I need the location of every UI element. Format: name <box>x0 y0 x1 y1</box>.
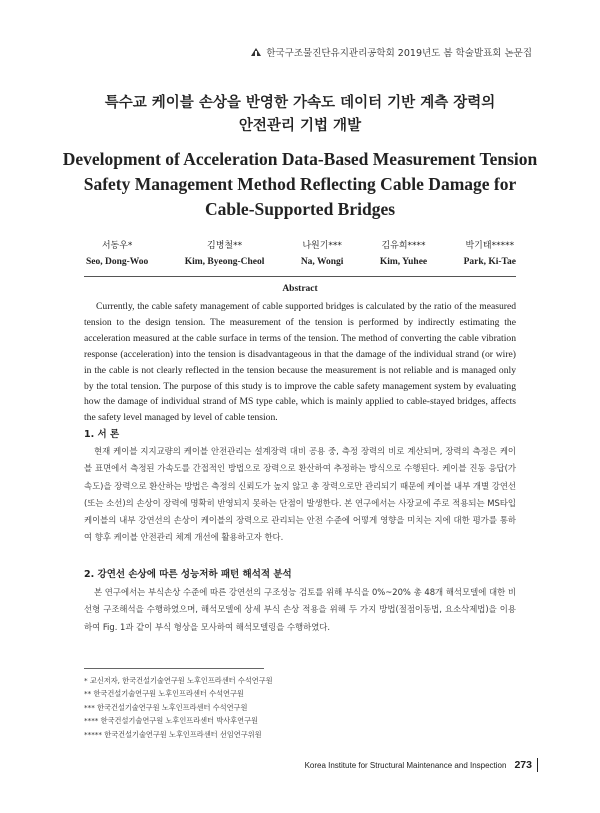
author-name-english: Park, Ki-Tae <box>463 257 516 267</box>
korean-title-line: 특수교 케이블 손상을 반영한 가속도 데이터 기반 계측 장력의 <box>104 95 496 111</box>
author <box>464 238 516 270</box>
bridge-logo-icon <box>250 47 262 57</box>
footer-organization: Korea Institute for Structural Maintenance and Inspection <box>304 760 507 770</box>
author-name-english: Seo, Dong-Woo <box>86 257 149 267</box>
author <box>86 238 148 270</box>
footnote: ***** 한국건설기술연구원 노후인프라센터 선임연구위원 <box>84 729 262 739</box>
english-title-line: Development of Acceleration Data-Based Measurement Tension <box>62 149 538 169</box>
author-list <box>86 238 516 270</box>
english-title-line: Cable-Supported Bridges <box>204 199 396 219</box>
author-name-english: Kim, Byeong-Cheol <box>184 257 265 267</box>
author-divider <box>84 276 516 277</box>
author-name-korean: 박기태***** <box>465 241 515 251</box>
journal-header <box>250 45 532 59</box>
footnote: * 교신저자, 한국건설기술연구원 노후인프라센터 수석연구원 <box>84 676 273 685</box>
author <box>380 238 427 270</box>
section-body: 현재 케이블 지지교량의 케이블 안전관리는 설계장력 대비 공용 중, 측정 장력의 비로 계산되며, 장력의 측정은 케이블 표면에서 측정된 가속도를 간접적인 방법으로 장력으로 환산하여 추정하는 방식으로 수행된다. 케이블 진동 응답(가속도)을 장력으로 환산하는 방법은 측정의 신뢰도가 높지 않고 총 장력으로만 관리되기 때문에 케이블 내부 개별 강연선(또는 소선)의 손상이 장력에 명확히 반영되지 못하는 단점이 발생한다. 본 연구에서는 사장교에 주로 적용되는 MS타입 케이블의 내부 강연선의 손상이 케이블의 장력으로 관리되는 안전 수준에 어떻게 영향을 미치는 지에 대한 평가를 통하여 향후 케이블 안전관리 체계 개선에 활용하고자 한다. <box>84 446 516 543</box>
abstract-heading: Abstract <box>282 284 318 294</box>
abstract-text: Currently, the cable safety management of cable supported bridges is calculated by the ratio of the measured tension to the design tension. The measurement of the tension is performed by indirectly estimating the acceleration measured at the cable surface in terms of the tension. The method of converting the cable vibration response (acceleration) into the tension is disadvantageous in that the damage of the individual strand (or wire) in the cable is not clearly reflected in the tension because the measurement is not reliable and is managed only by the total tension. The purpose of this study is to improve the cable safety management system by evaluating how the damage of individual strand of MS type cable, which is mainly applied to cable-stayed bridges, affects the safety level managed by level of cable tension. <box>84 301 516 424</box>
footnotes <box>84 674 273 741</box>
korean-title <box>60 92 540 138</box>
author-name-korean: 나원기*** <box>302 241 342 251</box>
author-name-korean: 김병철** <box>207 241 243 251</box>
english-title-line: Safety Management Method Reflecting Cable Damage for <box>83 174 517 194</box>
footnote-divider <box>84 668 264 669</box>
section-heading: 1. 서 론 <box>84 429 120 440</box>
footnote: ** 한국건설기술연구원 노후인프라센터 수석연구원 <box>84 689 244 699</box>
english-title <box>60 147 540 222</box>
page-number: 273 <box>514 758 538 772</box>
section-heading: 2. 강연선 손상에 따른 성능저하 패턴 해석적 분석 <box>84 569 292 580</box>
footnote: *** 한국건설기술연구원 노후인프라센터 수석연구원 <box>84 702 248 712</box>
author <box>185 238 265 270</box>
section-body: 본 연구에서는 부식손상 수준에 따른 강연선의 구조성능 검토를 위해 부식을 0%~20% 총 48개 해석모델에 대한 비선형 구조해석을 수행하였으며, 해석모델에 상세 부식 손상 적용을 위해 두 가지 방법(절점이동법, 요소삭제법)을 이용하여 Fig. 1과 같이 부식 형상을 모사하여 해석모델링을 수행하였다. <box>84 587 516 632</box>
author-name-korean: 김유희**** <box>381 241 426 251</box>
author-name-english: Na, Wongi <box>300 257 344 267</box>
author <box>301 238 344 270</box>
page-footer <box>305 758 538 772</box>
author-name-korean: 서동우* <box>101 241 133 251</box>
footnote: **** 한국건설기술연구원 노후인프라센터 박사후연구원 <box>84 716 258 726</box>
korean-title-line: 안전관리 기법 개발 <box>238 118 362 134</box>
author-name-english: Kim, Yuhee <box>379 257 428 267</box>
journal-name: 한국구조물진단유지관리공학회 2019년도 봄 학술발표회 논문집 <box>266 48 532 59</box>
